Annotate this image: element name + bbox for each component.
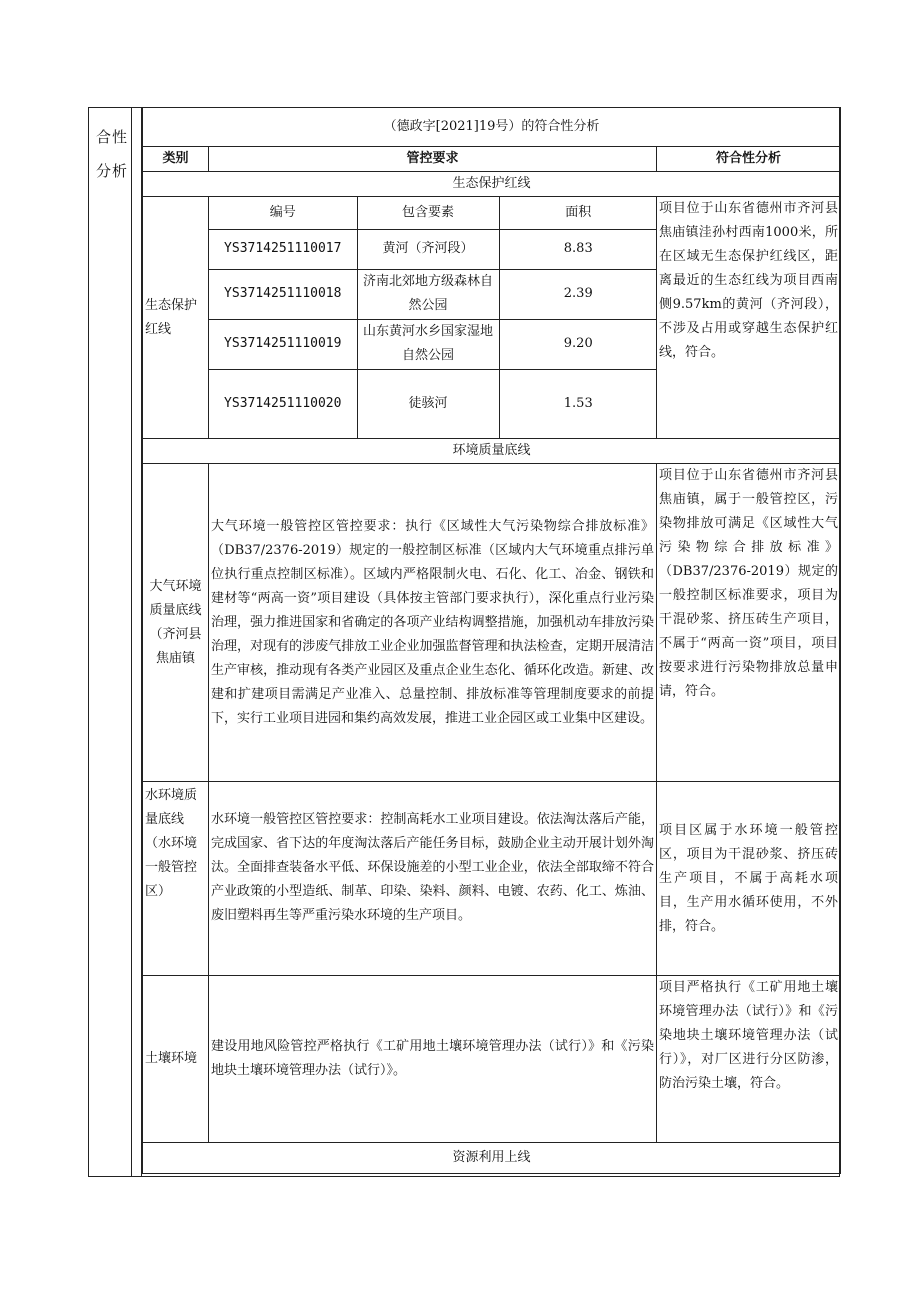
water-row (143, 782, 841, 976)
side-label-line-1: 合性 (95, 128, 128, 146)
side-label (92, 120, 132, 188)
air-category: 大气环境质量底线（齐河县焦庙镇 (143, 464, 209, 782)
eco-code: YS3714251110019 (209, 319, 357, 369)
eco-code: YS3714251110020 (209, 369, 357, 438)
table-row (209, 229, 657, 269)
eco-row (143, 197, 841, 439)
table-row (209, 269, 657, 319)
air-requirement: 大气环境一般管控区管控要求：执行《区域性大气污染物综合排放标准》（DB37/2376-2019）规定的一般控制区标准（区域内大气环境重点排污单位执行重点控制区标准）。区域内严格限制火电、石化、化工、冶金、钢铁和建材等“两高一资”项目建设（具体按主管部门要求执行），深化重点行业污染治理，强力推进国家和省确定的各项产业结构调整措施，加强机动车排放污染治理，对现有的涉废气排放工业企业加强监督管理和执法检查，定期开展清洁生产审核，推动现有各类产业园区及重点企业生态化、循环化改造。新建、改建和扩建项目需满足产业准入、总量控制、排放标准等管理制度要求的前提下，实行工业项目进园和集约高效发展，推进工业企园区或工业集中区建设。 (209, 464, 657, 782)
section-env-title: 环境质量底线 (143, 439, 841, 464)
eco-area: 2.39 (499, 269, 657, 319)
header-row (143, 147, 841, 172)
eco-element: 黄河（齐河段） (357, 229, 499, 269)
soil-row (143, 976, 841, 1143)
eco-element: 山东黄河水乡国家湿地自然公园 (357, 319, 499, 369)
section-resource-title: 资源利用上线 (143, 1143, 841, 1174)
eco-category: 生态保护红线 (143, 197, 209, 439)
eco-header-area: 面积 (499, 197, 657, 229)
soil-analysis: 项目严格执行《工矿用地土壤环境管理办法（试行）》和《污染地块土壤环境管理办法（试行）》，对厂区进行分区防渗，防治污染土壤，符合。 (657, 976, 841, 1143)
table-title: （德政字[2021]19号）的符合性分析 (143, 108, 841, 147)
header-requirement: 管控要求 (209, 147, 657, 172)
left-label-column (88, 107, 132, 1177)
air-analysis: 项目位于山东省德州市齐河县焦庙镇，属于一般管控区，污染物排放可满足《区域性大气污染物综合排放标准》（DB37/2376-2019）规定的一般控制区标准要求，项目为干混砂浆、挤压砖生产项目，不属于“两高一资”项目，项目按要求进行污染物排放总量申请，符合。 (657, 464, 841, 782)
eco-element: 徒骇河 (357, 369, 499, 438)
eco-code: YS3714251110018 (209, 269, 357, 319)
table-row (209, 319, 657, 369)
header-analysis: 符合性分析 (657, 147, 841, 172)
soil-category: 土壤环境 (143, 976, 209, 1143)
eco-header-element: 包含要素 (357, 197, 499, 229)
side-label-line-2: 分析 (95, 162, 128, 180)
eco-area: 8.83 (499, 229, 657, 269)
eco-inner-table (209, 197, 657, 438)
eco-header-code: 编号 (209, 197, 357, 229)
table-row (209, 369, 657, 438)
eco-inner-header (209, 197, 657, 229)
eco-analysis: 项目位于山东省德州市齐河县焦庙镇洼孙村西南1000米，所在区域无生态保护红线区，距离最近的生态红线为项目西南侧9.57km的黄河（齐河段），不涉及占用或穿越生态保护红线，符合。 (657, 197, 841, 439)
eco-area: 1.53 (499, 369, 657, 438)
water-category: 水环境质量底线（水环境一般管控区） (143, 782, 209, 976)
water-analysis: 项目区属于水环境一般管控区，项目为干混砂浆、挤压砖生产项目，不属于高耗水项目，生产用水循环使用，不外排，符合。 (657, 782, 841, 976)
eco-area: 9.20 (499, 319, 657, 369)
eco-element: 济南北郊地方级森林自然公园 (357, 269, 499, 319)
soil-requirement: 建设用地风险管控严格执行《工矿用地土壤环境管理办法（试行）》和《污染地块土壤环境管理办法（试行）》。 (209, 976, 657, 1143)
section-eco-title: 生态保护红线 (143, 172, 841, 197)
eco-inner-cell (209, 197, 657, 439)
eco-code: YS3714251110017 (209, 229, 357, 269)
water-requirement: 水环境一般管控区管控要求：控制高耗水工业项目建设。依法淘汰落后产能，完成国家、省下达的年度淘汰落后产能任务目标，鼓励企业主动开展计划外淘汰。全面排查装备水平低、环保设施差的小型工业企业，依法全部取缔不符合产业政策的小型造纸、制革、印染、染料、颜料、电镀、农药、化工、炼油、废旧塑料再生等严重污染水环境的生产项目。 (209, 782, 657, 976)
compliance-table (142, 107, 841, 1174)
header-category: 类别 (143, 147, 209, 172)
left-spacer-column (132, 107, 142, 1177)
air-row (143, 464, 841, 782)
